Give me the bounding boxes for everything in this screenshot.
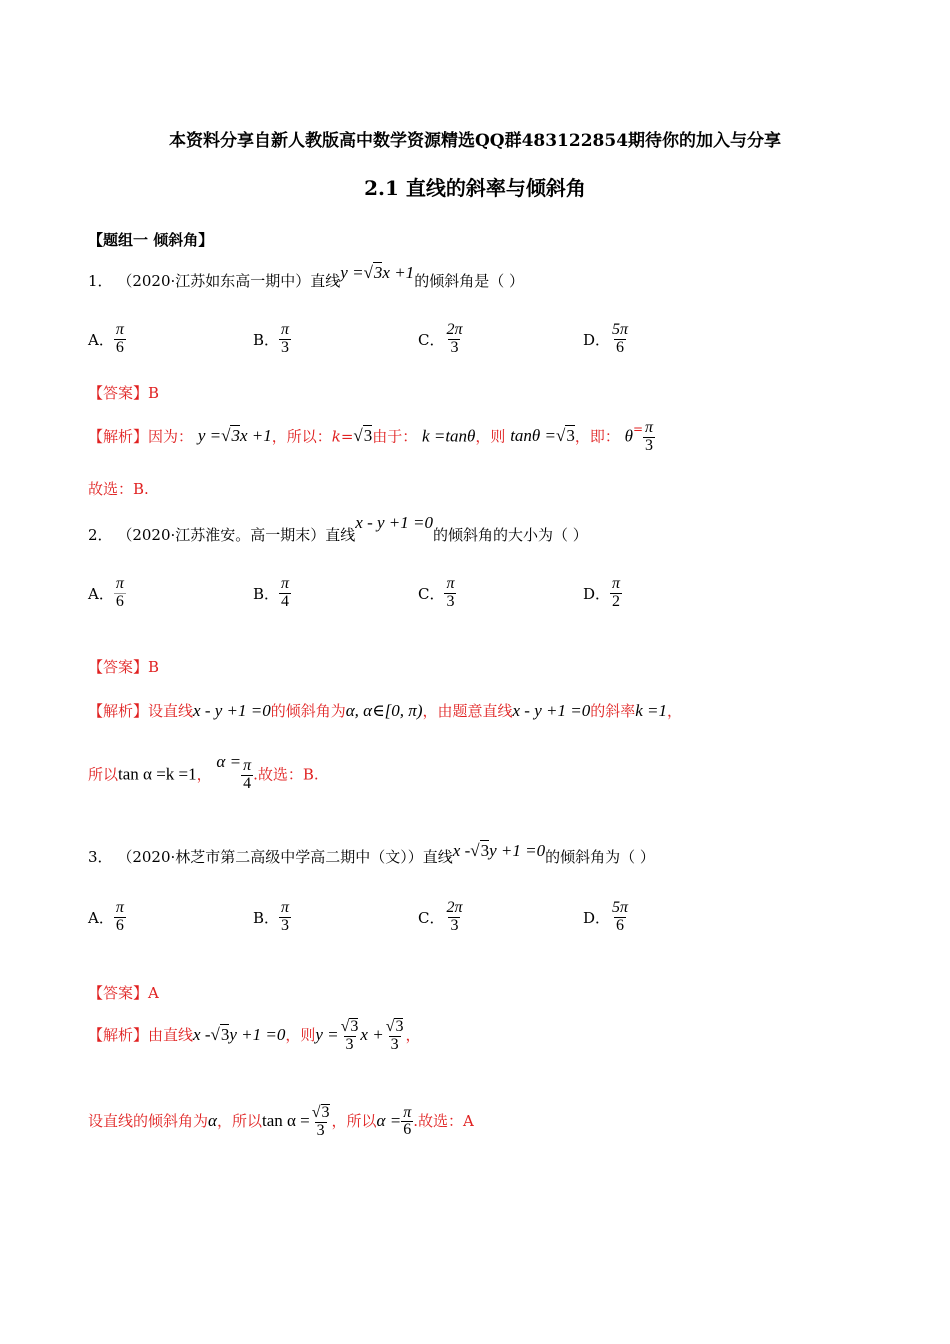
section-heading: 【题组一 倾斜角】 <box>88 231 214 249</box>
math-expression: x - y +1 =0 <box>512 701 591 720</box>
math-expression: x - y +1 =0 <box>193 701 271 720</box>
math-expression: α = <box>216 752 242 772</box>
math-expression: α <box>208 1110 217 1130</box>
option-c[interactable]: C． $\frac{2\pi}{3}$ <box>418 899 463 934</box>
fraction: $\frac{5\pi}{6}$ <box>612 321 629 356</box>
question-number: 3． <box>88 848 113 866</box>
answer-2: 【答案】B <box>88 658 160 676</box>
question-text: （2020·林芝市第二高级中学高二期中（文））直线 <box>117 848 453 866</box>
analysis-2-line2: 所以tan α =k =1， α = $\frac{\pi}{4}$ .故选：B. <box>88 752 319 792</box>
option-b[interactable]: B． $\frac{\pi}{4}$ <box>253 575 290 610</box>
fraction: $\frac{\pi}{6}$ <box>115 575 124 610</box>
answer-1: 【答案】B <box>88 384 160 402</box>
fraction: $\frac{\pi}{3}$ <box>446 575 455 610</box>
question-text: 的倾斜角的大小为（ ） <box>432 526 588 544</box>
answer-3: 【答案】A <box>88 984 159 1002</box>
math-expression: y =√3x +1 <box>197 426 272 446</box>
fraction: $\frac{\pi}{3}$ <box>645 419 654 454</box>
theta-symbol: θ <box>624 426 633 446</box>
math-expression: y = <box>315 1024 339 1044</box>
option-a[interactable]: A． $\frac{\pi}{6}$ <box>88 899 124 934</box>
question-number: 2． <box>88 526 113 544</box>
math-root: √3 <box>353 426 373 446</box>
fraction: $\frac{\pi}{4}$ <box>243 757 252 792</box>
math-expression: tan α =k =1 <box>118 764 197 784</box>
fraction: $\frac{5\pi}{6}$ <box>612 899 629 934</box>
option-d[interactable]: D． $\frac{5\pi}{6}$ <box>583 321 629 356</box>
header-banner: 本资料分享自新人教版高中数学资源精选QQ群483122854期待你的加入与分享 <box>168 131 782 151</box>
math-expression: tanθ =√3 <box>510 426 575 446</box>
math-expression: x - y +1 =0 <box>355 513 433 532</box>
question-3 <box>88 841 655 867</box>
math-expression: y =√3x +1 <box>340 263 415 282</box>
question-text: （2020·江苏如东高一期中）直线 <box>117 272 341 290</box>
math-expression: α, α∈[0, π) <box>345 701 423 720</box>
math-expression: x + <box>360 1024 384 1044</box>
analysis-3-line2: 设直线的倾斜角为α，所以tan α = $\frac{√3}{3}$ ，所以α = $\frac{\pi}{6}$ .故选：A <box>88 1103 474 1139</box>
option-c[interactable]: C． $\frac{2\pi}{3}$ <box>418 321 463 356</box>
fraction: $\frac{2\pi}{3}$ <box>446 321 463 356</box>
fraction: $\frac{\pi}{2}$ <box>612 575 621 610</box>
option-d[interactable]: D． $\frac{\pi}{2}$ <box>583 575 621 610</box>
fraction: $\frac{\pi}{6}$ <box>403 1103 412 1139</box>
math-expression: x -√3y +1 =0 <box>452 841 546 860</box>
conclusion-1: 故选：B. <box>88 480 149 498</box>
option-b[interactable]: B． $\frac{\pi}{3}$ <box>253 321 290 356</box>
fraction: $\frac{\pi}{6}$ <box>115 899 124 934</box>
option-b[interactable]: B． $\frac{\pi}{3}$ <box>253 899 290 934</box>
fraction: $\frac{√3}{3}$ <box>311 1104 330 1139</box>
fraction: $\frac{√3}{3}$ <box>385 1018 404 1053</box>
fraction: $\frac{\pi}{3}$ <box>281 321 290 356</box>
math-expression: x -√3y +1 =0 <box>193 1024 286 1044</box>
option-c[interactable]: C． $\frac{\pi}{3}$ <box>418 575 455 610</box>
fraction: $\frac{√3}{3}$ <box>340 1018 359 1053</box>
option-d[interactable]: D． $\frac{5\pi}{6}$ <box>583 899 629 934</box>
analysis-3: 【解析】由直线x -√3y +1 =0，则y = $\frac{√3}{3}$ x + $\frac{√3}{3}$ ， <box>88 1018 421 1053</box>
math-expression: tan α = <box>261 1110 310 1130</box>
question-number: 1． <box>88 272 113 290</box>
analysis-2: 【解析】设直线x - y +1 =0的倾斜角为α, α∈[0, π)，由题意直线x - y +1 =0的斜率k =1， <box>88 701 683 720</box>
analysis-1: 【解析】因为： y =√3x +1，所以：k=√3由于： k =tanθ，则 tanθ =√3，即： θ= $\frac{\pi}{3}$ <box>88 419 654 454</box>
fraction: $\frac{\pi}{4}$ <box>281 575 290 610</box>
option-a[interactable]: A． $\frac{\pi}{6}$ <box>88 575 124 610</box>
question-text: （2020·江苏淮安。高一期末）直线 <box>117 526 356 544</box>
fraction: $\frac{\pi}{6}$ <box>115 321 124 356</box>
question-text: 的倾斜角为（ ） <box>545 848 655 866</box>
fraction: $\frac{2\pi}{3}$ <box>446 899 463 934</box>
math-expression: k =1 <box>635 701 667 720</box>
math-expression: k =tanθ <box>422 426 476 446</box>
option-a[interactable]: A． $\frac{\pi}{6}$ <box>88 321 124 356</box>
question-1 <box>88 263 524 291</box>
question-text: 的倾斜角是（ ） <box>414 272 524 290</box>
question-2 <box>88 513 588 545</box>
page-title: 2.1 直线的斜率与倾斜角 <box>364 176 586 200</box>
math-expression: α = <box>376 1110 402 1130</box>
fraction: $\frac{\pi}{3}$ <box>281 899 290 934</box>
